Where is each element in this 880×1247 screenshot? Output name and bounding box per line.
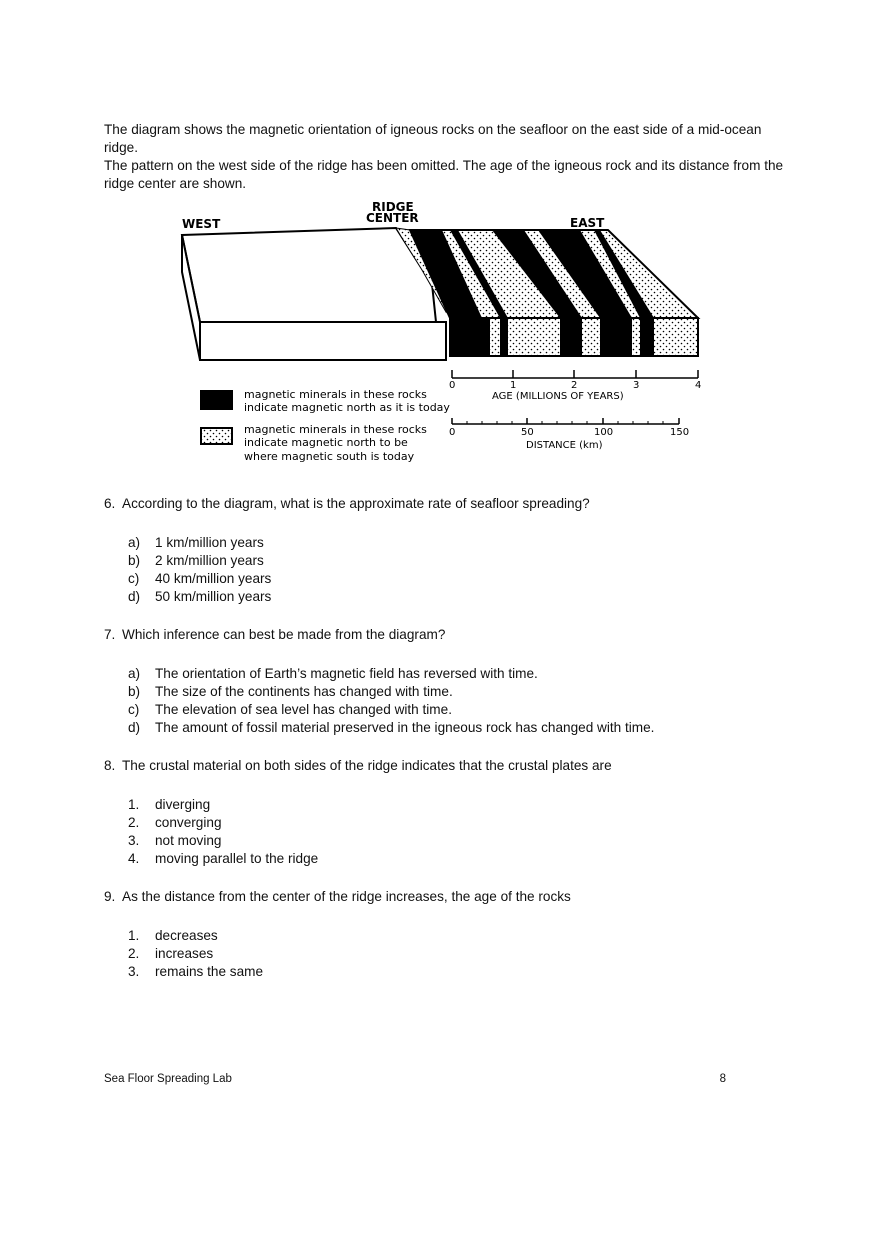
distance-tick-label: 50: [521, 427, 534, 438]
question-number: 7.: [104, 627, 116, 642]
answer-option[interactable]: [128, 927, 263, 945]
question-stem: [104, 496, 590, 511]
option-text: 1 km/million years: [155, 535, 264, 550]
question-8-options: [128, 796, 318, 868]
option-label: 1.: [128, 928, 140, 943]
answer-option[interactable]: [128, 832, 318, 850]
question-text: According to the diagram, what is the approximate rate of seafloor spreading?: [122, 496, 590, 511]
option-label: 3.: [128, 833, 140, 848]
answer-option[interactable]: [128, 963, 263, 981]
answer-option[interactable]: [128, 850, 318, 868]
legend-normal-swatch: [200, 390, 233, 410]
question-6-options: [128, 534, 271, 606]
intro-line: The pattern on the west side of the ridge has been omitted. The age of the igneous rock and its distance from the: [104, 158, 784, 173]
age-tick-label: 2: [571, 380, 578, 391]
question-9-options: [128, 927, 263, 981]
answer-option[interactable]: [128, 796, 318, 814]
option-text: The orientation of Earth’s magnetic field has reversed with time.: [155, 666, 538, 681]
legend-reversed-line2: indicate magnetic north to be: [244, 436, 408, 449]
answer-option[interactable]: [128, 534, 271, 552]
option-label: 2.: [128, 815, 140, 830]
question-7-options: [128, 665, 654, 737]
answer-option[interactable]: [128, 570, 271, 588]
option-text: moving parallel to the ridge: [155, 851, 319, 866]
stripe-front-normal-3: [600, 318, 632, 356]
label-ridge-line1: RIDGE: [372, 200, 414, 214]
option-text: increases: [155, 946, 214, 961]
legend-reversed-line1: magnetic minerals in these rocks: [244, 423, 427, 436]
question-9: [104, 889, 571, 904]
option-text: diverging: [155, 797, 211, 812]
option-label: b): [128, 553, 141, 568]
question-text: As the distance from the center of the ridge increases, the age of the rocks: [122, 889, 571, 904]
option-text: 2 km/million years: [155, 553, 264, 568]
option-label: 3.: [128, 964, 140, 979]
option-label: c): [128, 571, 140, 586]
stripe-front-normal-1: [500, 318, 508, 356]
option-label: a): [128, 666, 141, 681]
age-scale: [449, 370, 701, 402]
age-tick-label: 4: [695, 380, 702, 391]
answer-option[interactable]: [128, 665, 654, 683]
stripe-front-normal-2: [560, 318, 582, 356]
option-label: 1.: [128, 797, 140, 812]
legend-reversed-line3: where magnetic south is today: [244, 450, 415, 463]
option-label: d): [128, 589, 141, 604]
legend-reversed-swatch: [201, 428, 232, 444]
option-text: converging: [155, 815, 222, 830]
question-stem: [104, 889, 571, 904]
option-text: 40 km/million years: [155, 571, 272, 586]
label-east: EAST: [570, 216, 605, 230]
stripe-front-normal-4: [640, 318, 654, 356]
question-number: 8.: [104, 758, 116, 773]
footer-title: Sea Floor Spreading Lab: [104, 1073, 232, 1085]
option-text: not moving: [155, 833, 222, 848]
option-text: The size of the continents has changed with time.: [155, 684, 453, 699]
intro-line: ridge center are shown.: [104, 176, 247, 191]
stripe-front-normal-0: [450, 318, 490, 356]
question-stem: [104, 758, 612, 773]
option-text: The elevation of sea level has changed with time.: [155, 702, 452, 717]
west-block-front-face: [200, 322, 446, 360]
option-text: 50 km/million years: [155, 589, 272, 604]
distance-scale: [449, 418, 689, 451]
page-footer: [104, 1073, 726, 1085]
legend-normal-line1: magnetic minerals in these rocks: [244, 388, 427, 401]
answer-option[interactable]: [128, 945, 263, 963]
intro-line: The diagram shows the magnetic orientation of igneous rocks on the seafloor on the east side of a mid-ocean ridge.: [104, 122, 762, 155]
answer-option[interactable]: [128, 588, 271, 606]
age-tick-label: 0: [449, 380, 456, 391]
option-label: c): [128, 702, 140, 717]
seafloor-magnetic-diagram: [176, 192, 706, 467]
answer-option[interactable]: [128, 701, 654, 719]
question-number: 6.: [104, 496, 116, 511]
answer-option[interactable]: [128, 683, 654, 701]
answer-option[interactable]: [128, 719, 654, 737]
option-label: a): [128, 535, 141, 550]
option-label: b): [128, 684, 141, 699]
age-tick-label: 1: [510, 380, 517, 391]
answer-option[interactable]: [128, 552, 271, 570]
answer-option[interactable]: [128, 814, 318, 832]
option-label: 2.: [128, 946, 140, 961]
question-stem: [104, 627, 445, 642]
intro-paragraph: [104, 121, 784, 193]
option-text: decreases: [155, 928, 218, 943]
option-text: The amount of fossil material preserved in the igneous rock has changed with time.: [155, 720, 655, 735]
distance-tick-label: 100: [594, 427, 614, 438]
age-tick-label: 3: [633, 380, 640, 391]
label-west: WEST: [182, 217, 221, 231]
option-text: remains the same: [155, 964, 264, 979]
page-number: 8: [719, 1073, 726, 1085]
option-label: d): [128, 720, 141, 735]
legend-normal-line2: indicate magnetic north as it is today: [244, 401, 450, 414]
question-text: Which inference can best be made from the diagram?: [122, 627, 446, 642]
distance-axis-label: DISTANCE (km): [526, 440, 603, 451]
option-label: 4.: [128, 851, 140, 866]
question-8: [104, 758, 612, 773]
question-7: [104, 627, 445, 642]
question-6: [104, 496, 590, 511]
distance-tick-label: 150: [670, 427, 690, 438]
west-block-top: [182, 228, 436, 322]
question-text: The crustal material on both sides of the ridge indicates that the crustal plates are: [122, 758, 612, 773]
question-number: 9.: [104, 889, 116, 904]
label-ridge-line2: CENTER: [366, 211, 419, 225]
age-axis-label: AGE (MILLIONS OF YEARS): [492, 391, 624, 402]
distance-tick-label: 0: [449, 427, 456, 438]
